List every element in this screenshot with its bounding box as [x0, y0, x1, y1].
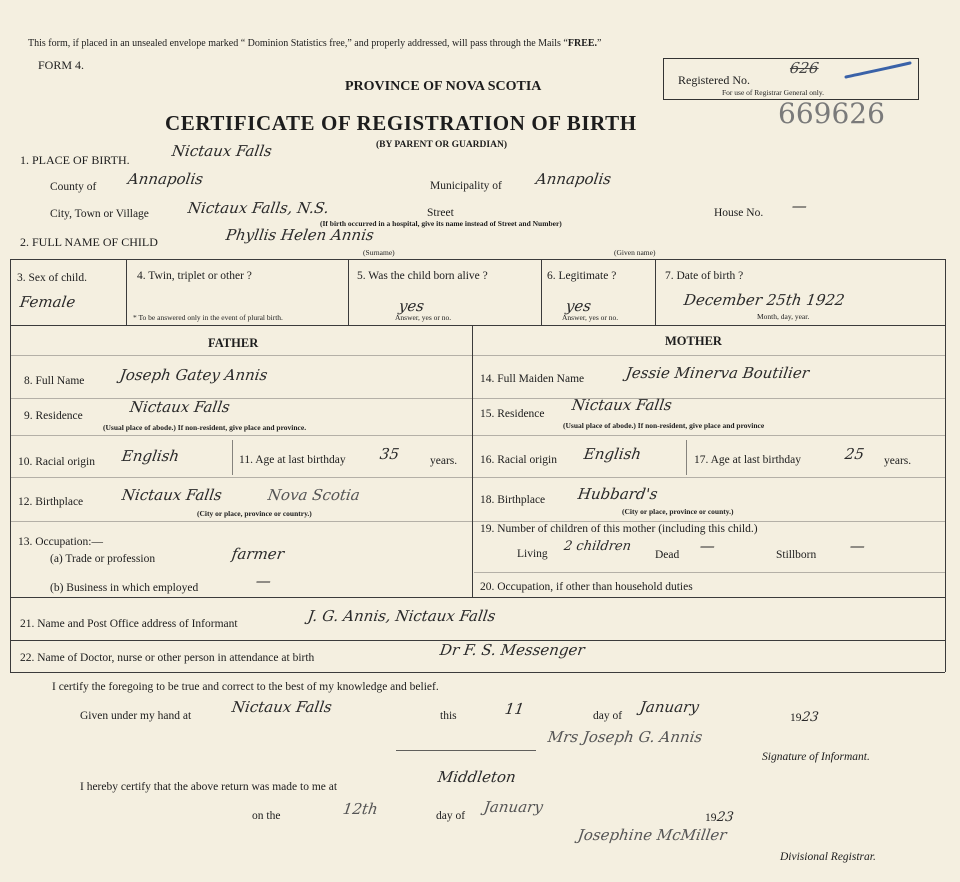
mother-name-value: Jessie Minerva Boutilier — [624, 364, 811, 382]
legitimate-label: 6. Legitimate ? — [547, 270, 617, 282]
father-age-label: 11. Age at last birthday — [239, 454, 346, 466]
registrar-pen-mark — [844, 61, 914, 81]
twin-label: 4. Twin, triplet or other ? — [137, 270, 252, 282]
house-number-value: — — [790, 197, 809, 215]
father-birthplace-value: Nictaux Falls — [120, 486, 224, 504]
registrar-year: 1923 — [705, 810, 735, 825]
place-of-birth-value: Nictaux Falls — [170, 142, 274, 160]
living-label: Living — [517, 548, 548, 560]
registered-struck-number: 626 — [788, 59, 820, 77]
father-birthplace-label: 12. Birthplace — [18, 496, 84, 508]
mother-residence-value: Nictaux Falls — [570, 396, 674, 414]
father-name-label: 8. Full Name — [24, 375, 85, 387]
registrar-use-note: For use of Registrar General only. — [722, 88, 824, 97]
father-trade-value: farmer — [230, 545, 286, 563]
informant-signature: Mrs Joseph G. Annis — [546, 728, 704, 746]
stillborn-value: — — [848, 537, 867, 555]
rule — [10, 477, 945, 478]
sex-label: 3. Sex of child. — [17, 272, 87, 284]
rule — [232, 440, 233, 475]
registrar-statement: I hereby certify that the above return was made to me at — [80, 781, 338, 793]
province-heading: PROVINCE OF NOVA SCOTIA — [345, 79, 542, 94]
rule — [474, 572, 945, 573]
child-name-value: Phyllis Helen Annis — [224, 226, 376, 244]
doctor-label: 22. Name of Doctor, nurse or other person in attendance at birth — [20, 652, 315, 664]
mother-residence-label: 15. Residence — [480, 408, 545, 420]
mother-residence-note: (Usual place of abode.) If non-resident, give place and province — [563, 421, 765, 430]
registrar-signature: Josephine McMiller — [576, 826, 728, 844]
father-name-value: Joseph Gatey Annis — [118, 366, 269, 384]
mother-birthplace-value: Hubbard's — [576, 485, 659, 503]
father-racial-value: English — [120, 447, 181, 465]
mother-age-value: 25 — [843, 445, 866, 463]
rule — [10, 597, 945, 598]
father-business-label: (b) Business in which employed — [50, 582, 199, 594]
surname-note: (Surname) — [363, 248, 395, 257]
house-number-label: House No. — [714, 207, 764, 219]
father-age-years: years. — [430, 455, 458, 467]
cert-dayof-label: day of — [593, 710, 623, 722]
registrar-place-value: Middleton — [436, 768, 518, 786]
mother-birthplace-label: 18. Birthplace — [480, 494, 546, 506]
registered-number-box — [663, 58, 919, 100]
informant-signature-label: Signature of Informant. — [762, 751, 870, 763]
rule — [945, 259, 946, 672]
legitimate-note: Answer, yes or no. — [562, 313, 619, 322]
father-birthplace-note: (City or place, province or country.) — [197, 509, 312, 518]
registrar-month-value: January — [482, 798, 545, 816]
alive-note: Answer, yes or no. — [395, 313, 452, 322]
cert-month-value: January — [638, 698, 701, 716]
mother-name-label: 14. Full Maiden Name — [480, 373, 585, 385]
county-label: County of — [50, 181, 97, 193]
date-of-birth-note: Month, day, year. — [757, 312, 810, 321]
signature-line — [396, 750, 536, 751]
children-count-label: 19. Number of children of this mother (including this child.) — [480, 523, 758, 535]
father-business-value: — — [254, 572, 273, 590]
sex-value: Female — [18, 293, 77, 311]
informant-value: J. G. Annis, Nictaux Falls — [306, 607, 497, 625]
given-place-value: Nictaux Falls — [230, 698, 334, 716]
rule — [10, 355, 945, 356]
rule — [348, 259, 349, 325]
father-occupation-label: 13. Occupation:— — [18, 536, 103, 548]
dead-value: — — [698, 537, 717, 555]
mother-racial-value: English — [582, 445, 643, 463]
father-trade-label: (a) Trade or profession — [50, 553, 156, 565]
father-residence-value: Nictaux Falls — [128, 398, 232, 416]
city-value: Nictaux Falls, N.S. — [186, 199, 331, 217]
alive-value: yes — [397, 297, 426, 315]
stillborn-label: Stillborn — [776, 549, 817, 561]
form-number: FORM 4. — [38, 58, 85, 72]
date-of-birth-value: December 25th 1922 — [682, 291, 846, 309]
street-note: (If birth occurred in a hospital, give its name instead of Street and Number) — [320, 219, 562, 228]
rule — [10, 259, 945, 260]
father-birthplace-province: Nova Scotia — [266, 486, 362, 504]
registrar-dayof-label: day of — [436, 810, 466, 822]
registrar-day-value: 12th — [341, 800, 380, 818]
father-residence-note: (Usual place of abode.) If non-resident, give place and province. — [103, 423, 307, 432]
rule — [10, 259, 11, 672]
given-name-note: (Given name) — [614, 248, 656, 257]
handwritten-registration-number: 669626 — [778, 97, 885, 130]
document-title: CERTIFICATE OF REGISTRATION OF BIRTH — [165, 111, 637, 135]
doctor-value: Dr F. S. Messenger — [438, 641, 586, 659]
informant-label: 21. Name and Post Office address of Informant — [20, 618, 238, 630]
rule — [655, 259, 656, 325]
registered-label: Registered No. — [678, 73, 750, 87]
given-under-label: Given under my hand at — [80, 710, 192, 722]
mother-heading: MOTHER — [665, 334, 722, 348]
place-of-birth-label: 1. PLACE OF BIRTH. — [20, 153, 130, 167]
father-residence-label: 9. Residence — [24, 410, 83, 422]
rule — [10, 325, 945, 326]
mother-age-years: years. — [884, 455, 912, 467]
cert-year: 1923 — [790, 710, 820, 725]
document-subtitle: (BY PARENT OR GUARDIAN) — [376, 140, 507, 150]
dead-label: Dead — [655, 549, 680, 561]
mail-notice: This form, if placed in an unsealed envelope marked “ Dominion Statistics free,” and properly addressed, will pass through the Mails “FREE.” — [28, 38, 602, 49]
father-racial-label: 10. Racial origin — [18, 456, 95, 468]
mother-occupation-label: 20. Occupation, if other than household duties — [480, 581, 693, 593]
twin-note: * To be answered only in the event of plural birth. — [133, 313, 283, 322]
living-value: 2 children — [562, 539, 633, 554]
municipality-value: Annapolis — [534, 170, 613, 188]
date-of-birth-label: 7. Date of birth ? — [665, 270, 744, 282]
child-name-label: 2. FULL NAME OF CHILD — [20, 235, 158, 249]
rule — [10, 672, 945, 673]
certification-statement: I certify the foregoing to be true and correct to the best of my knowledge and belief. — [52, 681, 439, 693]
father-heading: FATHER — [208, 336, 259, 350]
municipality-label: Municipality of — [430, 180, 502, 192]
rule — [10, 521, 945, 522]
registrar-on-label: on the — [252, 810, 281, 822]
city-label: City, Town or Village — [50, 208, 149, 220]
mother-birthplace-note: (City or place, province or county.) — [622, 507, 734, 516]
legitimate-value: yes — [564, 297, 593, 315]
registrar-signature-label: Divisional Registrar. — [780, 851, 876, 863]
mother-age-label: 17. Age at last birthday — [694, 454, 801, 466]
rule — [10, 435, 945, 436]
rule — [472, 325, 473, 597]
street-label: Street — [427, 207, 454, 219]
rule — [126, 259, 127, 325]
county-value: Annapolis — [126, 170, 205, 188]
mother-racial-label: 16. Racial origin — [480, 454, 557, 466]
rule — [686, 440, 687, 475]
this-label: this — [440, 710, 457, 722]
alive-label: 5. Was the child born alive ? — [357, 270, 488, 282]
cert-day-value: 11 — [503, 700, 526, 718]
rule — [541, 259, 542, 325]
father-age-value: 35 — [378, 445, 401, 463]
